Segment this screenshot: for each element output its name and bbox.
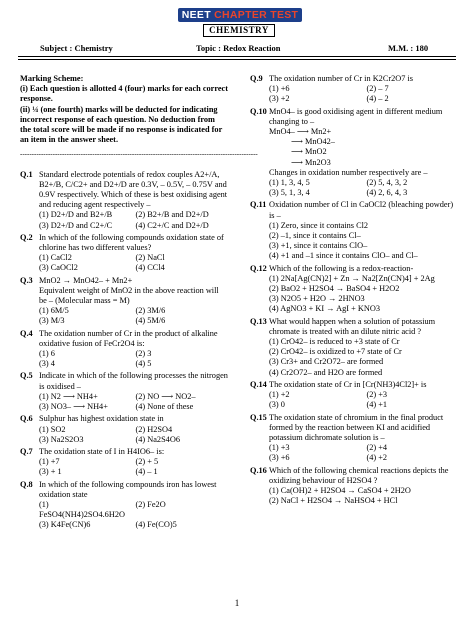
option: (2) 3M/6: [135, 306, 166, 316]
option: (4) Fe(CO)5: [135, 520, 177, 530]
question-text: Which of the following is a redox-reaction-: [269, 263, 414, 273]
question-13: [250, 317, 460, 378]
topic-label: Topic : Redox Reaction: [196, 43, 281, 53]
option: (2) BaO2 + H2SO4 → BaSO4 + H2O2: [269, 284, 400, 294]
question-text: What would happen when a solution of potassium chromate is treated with an dilute nitric acid ?: [269, 316, 436, 336]
question-text: The oxidation number of Cr in K2Cr2O7 is: [269, 74, 414, 83]
option: (1) 6M/5: [39, 306, 69, 316]
scheme-line-2: (ii) ¼ (one fourth) marks will be deducted for indicating incorrect response of each question. No deduction from the total score will be made if no response is indicated for an item in the answer sheet.: [20, 104, 223, 145]
reaction-line: ⟶ Mn2O3: [291, 157, 331, 167]
question-number: Q.14: [250, 379, 267, 389]
option: (3) Cr3+ and Cr2O72– are formed: [269, 357, 384, 367]
option: (1) +2: [269, 390, 290, 400]
option: (4) – 1: [135, 467, 158, 477]
question-16: [250, 466, 460, 507]
option: (2) 5, 4, 3, 2: [366, 178, 408, 188]
banner-left: NEET: [181, 9, 211, 21]
option: (2) NaCl + H2SO4 → NaHSO4 + HCl: [269, 496, 398, 506]
question-2: [20, 233, 228, 274]
option: (4) Cr2O72– and H2O are formed: [269, 367, 383, 377]
subject-box: CHEMISTRY: [203, 24, 275, 37]
option: (4) +1 and –1 since it contains ClO– and Cl–: [269, 251, 418, 261]
question-8: [20, 480, 228, 531]
marking-scheme: [20, 74, 228, 145]
header-rule: [18, 56, 456, 57]
question-number: Q.2: [20, 232, 33, 242]
option: (4) 5M/6: [135, 316, 166, 326]
option: (3) NO3– ⟶ NH4+: [39, 402, 108, 412]
option: (1) 6: [39, 349, 55, 359]
option: (2) CrO42– is oxidized to +7 state of Cr: [269, 347, 402, 357]
option: (2) NO ⟶ NO2–: [135, 391, 196, 401]
option: (3) 0: [269, 400, 285, 410]
question-number: Q.1: [20, 169, 33, 179]
option: (3) + 1: [39, 467, 62, 477]
option: (2) Fe2O: [135, 499, 166, 509]
question-number: Q.7: [20, 446, 33, 456]
option: (3) 4: [39, 359, 55, 369]
option: (4) – 2: [366, 94, 389, 104]
question-4: [20, 329, 228, 370]
option: (4) None of these: [135, 402, 194, 412]
question-12: [250, 264, 460, 315]
question-10: [250, 107, 460, 199]
neet-chapter-test-banner: [178, 8, 302, 22]
option: (2) +3: [366, 390, 388, 400]
option: (2) –1, since it contains Cl–: [269, 231, 361, 241]
question-number: Q.3: [20, 275, 33, 285]
option: (2) + 5: [135, 457, 159, 467]
question-number: Q.13: [250, 316, 267, 326]
option: (2) +4: [366, 443, 388, 453]
question-number: Q.5: [20, 371, 33, 381]
question-text: In which of the following compounds iron has lowest oxidation state: [39, 479, 217, 499]
question-text: The oxidation state of chromium in the final product formed by the reaction between KI and acidified potassium dichromate solution is –: [269, 412, 444, 442]
separator: ------------------------------------------------------------------------------------------------------: [20, 150, 258, 159]
max-marks-label: M.M. : 180: [388, 43, 429, 53]
option: (3) 5, 1, 3, 4: [269, 188, 310, 198]
question-7: [20, 447, 228, 478]
question-number: Q.16: [250, 465, 267, 475]
question-14: [250, 380, 460, 411]
option: (2) 3: [135, 349, 152, 359]
question-number: Q.6: [20, 414, 33, 424]
option: (4) +1: [366, 400, 388, 410]
question-9: [250, 74, 460, 105]
option: (3) Na2S2O3: [39, 434, 84, 444]
option: (2) H2SO4: [135, 424, 173, 434]
header-rule-2: [18, 59, 456, 60]
question-text: Changes in oxidation number respectively are –: [269, 167, 428, 177]
option: (2) NaCl: [135, 253, 165, 263]
option: (3) D2+/D and C2+/C: [39, 220, 113, 230]
option: (3) +1, since it contains ClO–: [269, 241, 368, 251]
reaction-line: ⟶ MnO42–: [291, 137, 335, 147]
option: (1) FeSO4(NH4)2SO4.6H2O: [39, 499, 125, 520]
right-column: [250, 74, 460, 508]
scheme-title: Marking Scheme:: [20, 74, 84, 83]
option: (1) D2+/D and B2+/B: [39, 210, 113, 220]
question-15: [250, 413, 460, 464]
option: (4) 5: [135, 359, 152, 369]
question-number: Q.4: [20, 328, 33, 338]
option: (3) CaOCl2: [39, 263, 78, 273]
question-number: Q.12: [250, 263, 267, 273]
option: (2) B2+/B and D2+/D: [135, 210, 209, 220]
question-1: [20, 170, 228, 231]
option: (4) C2+/C and D2+/D: [135, 220, 209, 230]
option: (1) +7: [39, 457, 60, 467]
option: (3) M/3: [39, 316, 65, 326]
scheme-line-1: (i) Each question is allotted 4 (four) marks for each correct response.: [20, 84, 229, 104]
question-3: [20, 276, 228, 327]
question-text: In which of the following compounds oxidation state of chlorine has two different values?: [39, 232, 224, 253]
option: (3) +2: [269, 94, 290, 104]
question-text: The oxidation state of I in H4IO6– is:: [39, 446, 165, 456]
question-text: Equivalent weight of MnO2 in the above reaction will be – (Molecular mass = M): [39, 285, 219, 306]
option: (1) 1, 3, 4, 5: [269, 178, 310, 188]
page-number: 1: [234, 598, 240, 608]
question-text: Sulphur has highest oxidation state in: [39, 414, 164, 424]
option: (3) +6: [269, 453, 290, 463]
option: (1) SO2: [39, 424, 66, 434]
reaction-line: MnO4– ⟶ Mn2+: [269, 127, 332, 137]
question-text: The oxidation state of Cr in [Cr(NH3)4Cl2]+ is: [269, 379, 427, 389]
option: (1) CaCl2: [39, 253, 72, 263]
subject-label: Subject : Chemistry: [40, 43, 113, 53]
option: (3) N2O5 + H2O → 2HNO3: [269, 294, 365, 304]
option: (1) N2 ⟶ NH4+: [39, 391, 98, 401]
option: (3) K4Fe(CN)6: [39, 520, 91, 530]
question-number: Q.15: [250, 412, 267, 422]
option: (1) Zero, since it contains Cl2: [269, 220, 369, 230]
option: (1) Ca(OH)2 + H2SO4 → CaSO4 + 2H2O: [269, 485, 411, 495]
question-text: Which of the following chemical reactions depicts the oxidizing behaviour of H2SO4 ?: [269, 465, 449, 485]
question-text: The oxidation number of Cr in the product of alkaline oxidative fusion of FeCr2O4 is:: [39, 328, 218, 348]
option: (1) CrO42– is reduced to +3 state of Cr: [269, 337, 400, 347]
option: (4) +2: [366, 453, 388, 463]
option: (4) CCl4: [135, 263, 165, 273]
question-number: Q.9: [250, 74, 263, 83]
option: (1) 2Na[Ag(CN)2] + Zn → Na2[Zn(CN)4] + 2Ag: [269, 273, 435, 283]
question-number: Q.8: [20, 479, 33, 489]
option: (1) +6: [269, 84, 290, 94]
option: (1) +3: [269, 443, 290, 453]
question-text: Oxidation number of Cl in CaOCl2 (bleaching powder) is –: [269, 200, 454, 220]
question-number: Q.11: [250, 200, 267, 210]
question-text: Indicate in which of the following processes the nitrogen is oxidised –: [39, 371, 228, 391]
question-number: Q.10: [250, 106, 267, 116]
option: (4) AgNO3 + KI → AgI + KNO3: [269, 304, 380, 314]
question-text: Standard electrode potentials of redox couples A2+/A, B2+/B, C/C2+ and D2+/D are 0.3V, – 0.5V, – 0.75V and 0.9V respectively. Which of these is best oxidising agent and reducing agent respectively –: [39, 169, 228, 210]
question-5: [20, 371, 228, 412]
option: (2) – 7: [366, 84, 389, 94]
question-6: [20, 414, 228, 445]
question-11: [250, 200, 460, 261]
question-equation: MnO2 → MnO42– + Mn2+: [39, 275, 133, 285]
question-text: MnO4– is good oxidising agent in different medium changing to –: [269, 106, 443, 126]
reaction-line: ⟶ MnO2: [291, 147, 327, 157]
option: (4) 2, 6, 4, 3: [366, 188, 408, 198]
option: (4) Na2S4O6: [135, 434, 180, 444]
banner-right: CHAPTER TEST: [214, 9, 299, 21]
